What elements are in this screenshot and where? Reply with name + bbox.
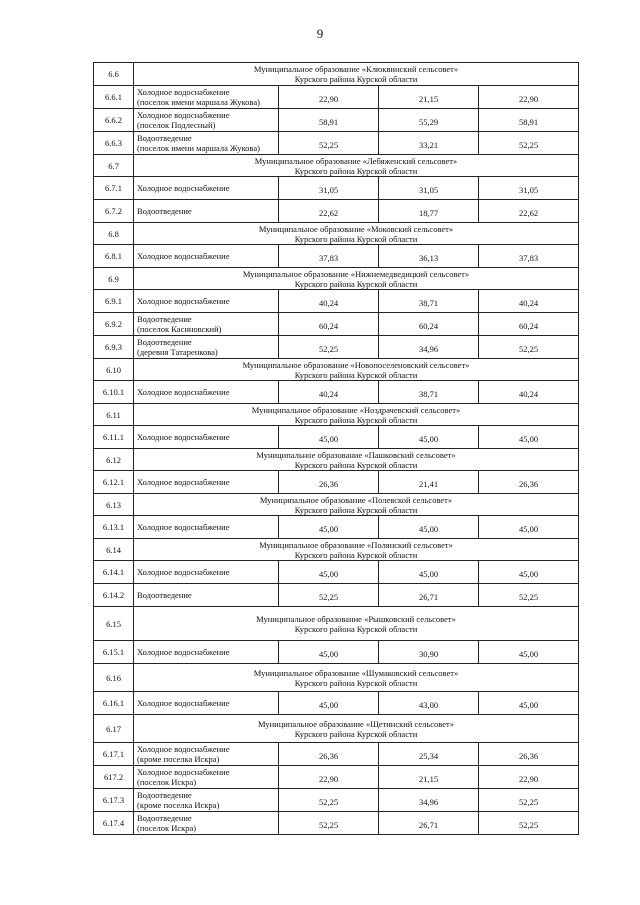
service-name-line: (кроме поселка Искра) (137, 754, 220, 764)
tariff-value-3 (479, 812, 579, 835)
service-name-line: (кроме поселка Искра) (137, 800, 220, 810)
table-row (94, 584, 579, 607)
tariff-value: 31,05 (418, 184, 439, 195)
tariff-value: 22,62 (518, 207, 539, 218)
service-name-line: Холодное водоснабжение (137, 296, 230, 306)
row-number: 6.6.1 (94, 86, 134, 109)
tariff-value-1 (279, 177, 379, 200)
table-row (94, 766, 579, 789)
tariff-value: 40,24 (318, 297, 339, 308)
tariff-value: 45,00 (418, 433, 439, 444)
tariff-value: 52,25 (518, 343, 539, 354)
row-number: 6.11 (94, 404, 134, 426)
service-name (134, 109, 279, 132)
tariff-value-1 (279, 290, 379, 313)
table-row (94, 743, 579, 766)
tariff-value: 22,90 (318, 773, 339, 784)
service-name-line: Холодное водоснабжение (137, 251, 230, 261)
row-number: 6.15.1 (94, 641, 134, 664)
row-number: 6.8 (94, 223, 134, 245)
table-row (94, 86, 579, 109)
service-name-line: Холодное водоснабжение (137, 477, 230, 487)
service-name (134, 584, 279, 607)
row-number: 6.16.1 (94, 692, 134, 715)
tariff-value: 26,36 (518, 478, 539, 489)
tariff-value-1 (279, 109, 379, 132)
service-name-line: (поселок Подлесный) (137, 120, 216, 130)
row-number: 6.7 (94, 155, 134, 177)
tariff-value: 52,25 (318, 343, 339, 354)
tariff-value: 34,96 (418, 343, 439, 354)
tariff-value-1 (279, 766, 379, 789)
municipality-title (134, 63, 579, 86)
table-row (94, 132, 579, 155)
tariff-value-2 (379, 177, 479, 200)
tariff-value: 40,24 (518, 297, 539, 308)
municipality-header-row (94, 539, 579, 561)
row-number: 6.13 (94, 494, 134, 516)
table-row (94, 109, 579, 132)
row-number: 6.17.3 (94, 789, 134, 812)
table-row (94, 561, 579, 584)
row-number: 6.10 (94, 359, 134, 381)
tariff-value: 45,00 (518, 699, 539, 710)
service-name-line: Холодное водоснабжение (137, 647, 230, 657)
municipality-title (134, 359, 579, 381)
tariff-value-3 (479, 109, 579, 132)
tariff-value-2 (379, 132, 479, 155)
municipality-title (134, 404, 579, 426)
row-number: 6.16 (94, 664, 134, 692)
row-number: 6.17.4 (94, 812, 134, 835)
tariff-value-1 (279, 426, 379, 449)
tariff-value-3 (479, 789, 579, 812)
municipality-district: Курского района Курской области (294, 165, 418, 176)
tariff-value: 45,00 (418, 568, 439, 579)
municipality-header-row (94, 359, 579, 381)
tariff-value-1 (279, 381, 379, 404)
service-name (134, 86, 279, 109)
row-number: 6.6.3 (94, 132, 134, 155)
service-name (134, 336, 279, 359)
tariff-value-1 (279, 336, 379, 359)
tariff-value: 45,00 (518, 568, 539, 579)
tariff-value: 26,36 (318, 750, 339, 761)
tariff-value: 45,00 (418, 523, 439, 534)
service-name-line: Водоотведение (137, 314, 192, 324)
municipality-header-row (94, 449, 579, 471)
tariff-value: 22,62 (318, 207, 339, 218)
municipality-district: Курского района Курской области (294, 414, 418, 425)
service-name (134, 743, 279, 766)
tariff-value: 55,29 (418, 116, 439, 127)
service-name (134, 516, 279, 539)
tariff-value-3 (479, 641, 579, 664)
municipality-district: Курского района Курской области (294, 623, 418, 634)
tariff-value: 30,90 (418, 648, 439, 659)
tariff-value-1 (279, 313, 379, 336)
municipality-title (134, 494, 579, 516)
row-number: 6.14.1 (94, 561, 134, 584)
tariff-value: 60,24 (418, 320, 439, 331)
service-name-line: (поселок Искра) (137, 777, 197, 787)
tariff-value-2 (379, 641, 479, 664)
municipality-header-row (94, 223, 579, 245)
tariff-value: 34,96 (418, 796, 439, 807)
service-name-line: Холодное водоснабжение (137, 522, 230, 532)
tariff-value-2 (379, 692, 479, 715)
tariff-value-2 (379, 789, 479, 812)
tariff-value: 40,24 (318, 388, 339, 399)
municipality-header-row (94, 494, 579, 516)
row-number: 6.17 (94, 715, 134, 743)
row-number: 6.11.1 (94, 426, 134, 449)
tariff-value-3 (479, 561, 579, 584)
tariff-value-2 (379, 313, 479, 336)
tariff-table-body (94, 63, 579, 835)
service-name (134, 245, 279, 268)
service-name-line: Холодное водоснабжение (137, 110, 230, 120)
service-name-line: Холодное водоснабжение (137, 183, 230, 193)
tariff-value-2 (379, 290, 479, 313)
municipality-name: Муниципальное образование «Полянский сельсовет» (259, 539, 453, 550)
tariff-value: 18,77 (418, 207, 439, 218)
tariff-value: 45,00 (318, 699, 339, 710)
tariff-value: 60,24 (518, 320, 539, 331)
row-number: 6.15 (94, 607, 134, 641)
table-row (94, 313, 579, 336)
tariff-value-3 (479, 516, 579, 539)
service-name (134, 692, 279, 715)
tariff-value-1 (279, 561, 379, 584)
service-name-line: Холодное водоснабжение (137, 567, 230, 577)
tariff-value-1 (279, 584, 379, 607)
tariff-value-3 (479, 426, 579, 449)
tariff-value-1 (279, 471, 379, 494)
municipality-header-row (94, 607, 579, 641)
municipality-title (134, 268, 579, 290)
service-name (134, 812, 279, 835)
tariff-value-3 (479, 290, 579, 313)
municipality-header-row (94, 268, 579, 290)
row-number: 6.12.1 (94, 471, 134, 494)
tariff-value: 31,05 (318, 184, 339, 195)
table-row (94, 200, 579, 223)
tariff-value-3 (479, 584, 579, 607)
municipality-district: Курского района Курской области (294, 233, 418, 244)
row-number: 6.10.1 (94, 381, 134, 404)
tariff-value: 58,91 (318, 116, 339, 127)
table-row (94, 471, 579, 494)
service-name (134, 381, 279, 404)
service-name-line: Водоотведение (137, 133, 192, 143)
row-number: 6.12 (94, 449, 134, 471)
municipality-title (134, 664, 579, 692)
tariff-value-3 (479, 381, 579, 404)
table-row (94, 641, 579, 664)
tariff-value: 52,25 (318, 819, 339, 830)
row-number: 6.9.3 (94, 336, 134, 359)
tariff-value-2 (379, 86, 479, 109)
tariff-value: 45,00 (318, 433, 339, 444)
service-name-line: Холодное водоснабжение (137, 767, 230, 777)
tariff-value: 43,00 (418, 699, 439, 710)
service-name (134, 789, 279, 812)
municipality-name: Муниципальное образование «Моковский сельсовет» (258, 223, 454, 234)
tariff-table (93, 62, 579, 835)
tariff-value: 26,36 (318, 478, 339, 489)
tariff-value: 45,00 (318, 523, 339, 534)
row-number: 617.2 (94, 766, 134, 789)
service-name-line: (поселок Искра) (137, 823, 197, 833)
municipality-header-row (94, 404, 579, 426)
tariff-value-2 (379, 516, 479, 539)
service-name (134, 200, 279, 223)
tariff-value: 45,00 (318, 568, 339, 579)
service-name (134, 313, 279, 336)
tariff-value-3 (479, 743, 579, 766)
municipality-title (134, 539, 579, 561)
tariff-value-2 (379, 743, 479, 766)
tariff-value: 45,00 (518, 523, 539, 534)
service-name-line: Холодное водоснабжение (137, 744, 230, 754)
table-row (94, 336, 579, 359)
tariff-value-1 (279, 245, 379, 268)
table-row (94, 245, 579, 268)
row-number: 6.6.2 (94, 109, 134, 132)
tariff-value-2 (379, 584, 479, 607)
municipality-header-row (94, 63, 579, 86)
table-row (94, 516, 579, 539)
tariff-value: 31,05 (518, 184, 539, 195)
tariff-value: 52,25 (518, 591, 539, 602)
tariff-value-2 (379, 109, 479, 132)
service-name (134, 290, 279, 313)
table-row (94, 692, 579, 715)
tariff-value: 36,13 (418, 252, 439, 263)
service-name-line: (поселок имени маршала Жукова) (137, 143, 260, 153)
tariff-value-3 (479, 313, 579, 336)
service-name-line: Холодное водоснабжение (137, 698, 230, 708)
tariff-value-3 (479, 132, 579, 155)
tariff-value: 52,25 (518, 139, 539, 150)
table-row (94, 426, 579, 449)
tariff-value: 60,24 (318, 320, 339, 331)
tariff-value-1 (279, 812, 379, 835)
tariff-value-2 (379, 471, 479, 494)
tariff-value-2 (379, 766, 479, 789)
service-name (134, 561, 279, 584)
tariff-value: 26,71 (418, 591, 439, 602)
tariff-value: 45,00 (518, 433, 539, 444)
service-name-line: Холодное водоснабжение (137, 387, 230, 397)
service-name (134, 426, 279, 449)
service-name-line: Водоотведение (137, 337, 192, 347)
tariff-value: 45,00 (318, 648, 339, 659)
tariff-value-1 (279, 516, 379, 539)
tariff-value-1 (279, 789, 379, 812)
service-name-line: Водоотведение (137, 206, 192, 216)
municipality-district: Курского района Курской области (294, 728, 418, 739)
tariff-value-1 (279, 86, 379, 109)
tariff-value-2 (379, 561, 479, 584)
municipality-district: Курского района Курской области (294, 74, 418, 84)
tariff-value: 52,25 (318, 591, 339, 602)
municipality-name: Муниципальное образование «Новопоселеновский сельсовет» (242, 359, 470, 370)
municipality-name: Муниципальное образование «Нижнемедведицкий сельсовет» (242, 268, 470, 279)
tariff-value-2 (379, 812, 479, 835)
municipality-district: Курского района Курской области (294, 278, 418, 289)
service-name-line: (поселок имени маршала Жукова) (137, 97, 260, 107)
municipality-name: Муниципальное образование «Пашковский сельсовет» (256, 449, 456, 460)
tariff-value: 21,41 (418, 478, 439, 489)
service-name-line: Водоотведение (137, 813, 192, 823)
row-number: 6.7.1 (94, 177, 134, 200)
service-name-line: Холодное водоснабжение (137, 87, 230, 97)
row-number: 6.9 (94, 268, 134, 290)
tariff-value-3 (479, 200, 579, 223)
tariff-value: 40,24 (518, 388, 539, 399)
municipality-name: Муниципальное образование «Рышковский сельсовет» (256, 613, 456, 624)
service-name (134, 471, 279, 494)
municipality-header-row (94, 715, 579, 743)
tariff-value: 52,25 (518, 819, 539, 830)
tariff-value: 21,15 (418, 773, 439, 784)
service-name (134, 766, 279, 789)
tariff-value-1 (279, 692, 379, 715)
service-name-line: Холодное водоснабжение (137, 432, 230, 442)
tariff-value: 52,25 (318, 796, 339, 807)
tariff-value-3 (479, 471, 579, 494)
tariff-value-1 (279, 200, 379, 223)
tariff-value: 52,25 (318, 139, 339, 150)
municipality-name: Муниципальное образование «Шумаковский сельсовет» (253, 667, 459, 678)
tariff-value-3 (479, 766, 579, 789)
municipality-name: Муниципальное образование «Щетинский сельсовет» (258, 718, 454, 729)
municipality-district: Курского района Курской области (294, 504, 418, 515)
municipality-district: Курского района Курской области (294, 549, 418, 560)
municipality-title (134, 607, 579, 641)
tariff-value: 22,90 (318, 93, 339, 104)
table-row (94, 789, 579, 812)
row-number: 6.9.2 (94, 313, 134, 336)
service-name-line: Водоотведение (137, 590, 192, 600)
tariff-value: 37,83 (518, 252, 539, 263)
tariff-value-3 (479, 86, 579, 109)
table-row (94, 381, 579, 404)
municipality-title (134, 715, 579, 743)
tariff-value-2 (379, 381, 479, 404)
municipality-name: Муниципальное образование «Полевской сельсовет» (259, 494, 453, 505)
tariff-value: 37,83 (318, 252, 339, 263)
row-number: 6.14 (94, 539, 134, 561)
tariff-value: 22,90 (518, 773, 539, 784)
service-name-line: (деревня Татаренкова) (137, 347, 218, 357)
tariff-value-3 (479, 692, 579, 715)
row-number: 6.8.1 (94, 245, 134, 268)
tariff-value-3 (479, 245, 579, 268)
table-row (94, 812, 579, 835)
municipality-header-row (94, 664, 579, 692)
tariff-value: 21,15 (418, 93, 439, 104)
tariff-value: 25,34 (418, 750, 439, 761)
row-number: 6.9.1 (94, 290, 134, 313)
municipality-title (134, 155, 579, 177)
municipality-district: Курского района Курской области (294, 459, 418, 470)
row-number: 6.14.2 (94, 584, 134, 607)
tariff-value: 45,00 (518, 648, 539, 659)
municipality-district: Курского района Курской области (294, 369, 418, 380)
row-number: 6.13.1 (94, 516, 134, 539)
tariff-value: 26,36 (518, 750, 539, 761)
tariff-value: 26,71 (418, 819, 439, 830)
tariff-value: 38,71 (418, 297, 439, 308)
service-name (134, 177, 279, 200)
row-number: 6.17.1 (94, 743, 134, 766)
tariff-value-1 (279, 641, 379, 664)
row-number: 6.7.2 (94, 200, 134, 223)
tariff-value-1 (279, 132, 379, 155)
municipality-name: Муниципальное образование «Ноздрачевский сельсовет» (251, 404, 461, 415)
tariff-value-2 (379, 200, 479, 223)
municipality-name: Муниципальное образование «Лебяженский сельсовет» (254, 155, 458, 166)
tariff-value: 33,21 (418, 139, 439, 150)
tariff-value-3 (479, 336, 579, 359)
table-row (94, 177, 579, 200)
municipality-title (134, 223, 579, 245)
service-name (134, 132, 279, 155)
row-number: 6.6 (94, 63, 134, 86)
tariff-value: 22,90 (518, 93, 539, 104)
table-row (94, 290, 579, 313)
tariff-value-3 (479, 177, 579, 200)
service-name-line: (поселок Касиновский) (137, 324, 222, 334)
municipality-header-row (94, 155, 579, 177)
service-name-line: Водоотведение (137, 790, 192, 800)
service-name (134, 641, 279, 664)
tariff-value-1 (279, 743, 379, 766)
municipality-district: Курского района Курской области (294, 677, 418, 688)
page-number: 9 (316, 26, 324, 41)
municipality-title (134, 449, 579, 471)
tariff-value-2 (379, 245, 479, 268)
tariff-value-2 (379, 426, 479, 449)
tariff-value: 58,91 (518, 116, 539, 127)
tariff-value-2 (379, 336, 479, 359)
tariff-value: 38,71 (418, 388, 439, 399)
municipality-name: Муниципальное образование «Клюквинский сельсовет» (253, 64, 459, 74)
tariff-value: 52,25 (518, 796, 539, 807)
